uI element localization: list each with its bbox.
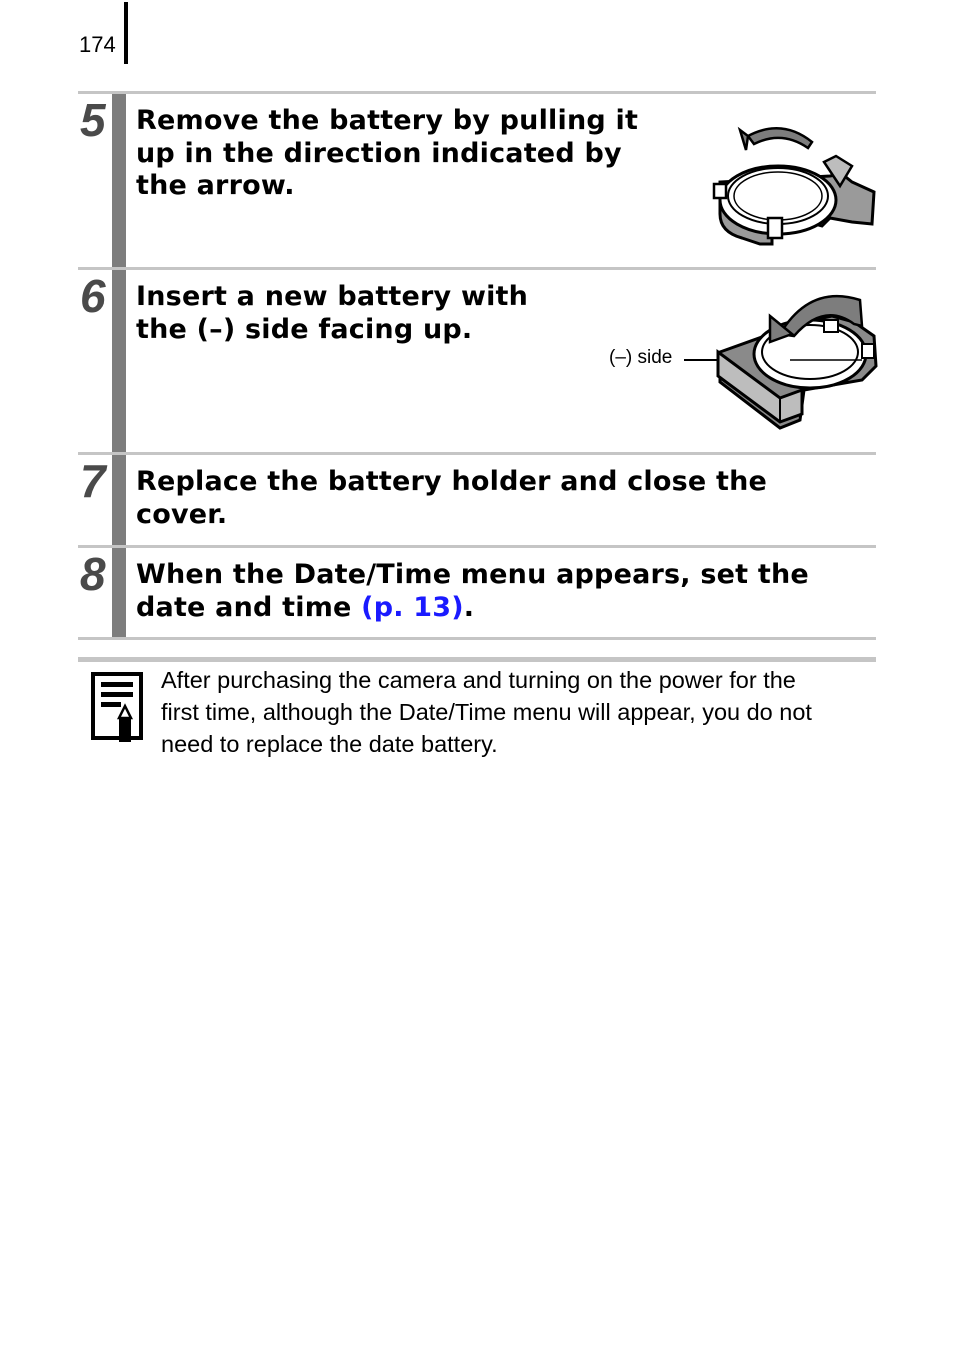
battery-removal-illustration — [712, 122, 876, 250]
note-divider — [78, 657, 876, 662]
step-8 — [78, 545, 876, 640]
step-line: up in the direction indicated by — [136, 137, 622, 169]
step-instruction — [136, 281, 528, 346]
battery-insert-illustration — [684, 286, 878, 438]
step-number: 6 — [80, 270, 106, 322]
note-line: first time, although the Date/Time menu will appear, you do not — [161, 699, 812, 725]
step-number: 5 — [80, 94, 106, 146]
step-number: 7 — [80, 455, 106, 507]
note-pencil-icon — [91, 672, 145, 744]
step-line-text: . — [463, 591, 475, 623]
page-number-bar — [124, 2, 128, 64]
step-line-text: date and time — [136, 591, 362, 623]
step-instruction — [136, 105, 638, 203]
step-line: the (–) side facing up. — [136, 313, 473, 345]
step-bar — [112, 548, 126, 637]
minus-side-callout: (–) side — [609, 347, 673, 368]
note-line: need to replace the date battery. — [161, 731, 498, 757]
step-6 — [78, 267, 876, 452]
steps-list — [78, 91, 876, 640]
step-line: Remove the battery by pulling it — [136, 105, 639, 136]
step-line: When the Date/Time menu appears, set the — [136, 559, 809, 590]
step-7 — [78, 452, 876, 545]
note-line: After purchasing the camera and turning on the power for the — [161, 667, 796, 693]
step-instruction — [136, 466, 767, 531]
step-line: Insert a new battery with — [136, 281, 529, 312]
step-bar — [112, 455, 126, 545]
step-bar — [112, 270, 126, 452]
page-reference-link[interactable]: (p. 13) — [361, 591, 464, 623]
step-line — [136, 592, 809, 625]
step-number: 8 — [80, 548, 106, 600]
step-line: the arrow. — [136, 170, 295, 201]
step-instruction — [136, 559, 809, 624]
page-number: 174 — [79, 32, 116, 57]
step-line: Replace the battery holder and close the — [136, 466, 768, 497]
step-line: cover. — [136, 498, 228, 530]
note-text — [161, 664, 876, 760]
step-bar — [112, 94, 126, 267]
step-5 — [78, 91, 876, 267]
